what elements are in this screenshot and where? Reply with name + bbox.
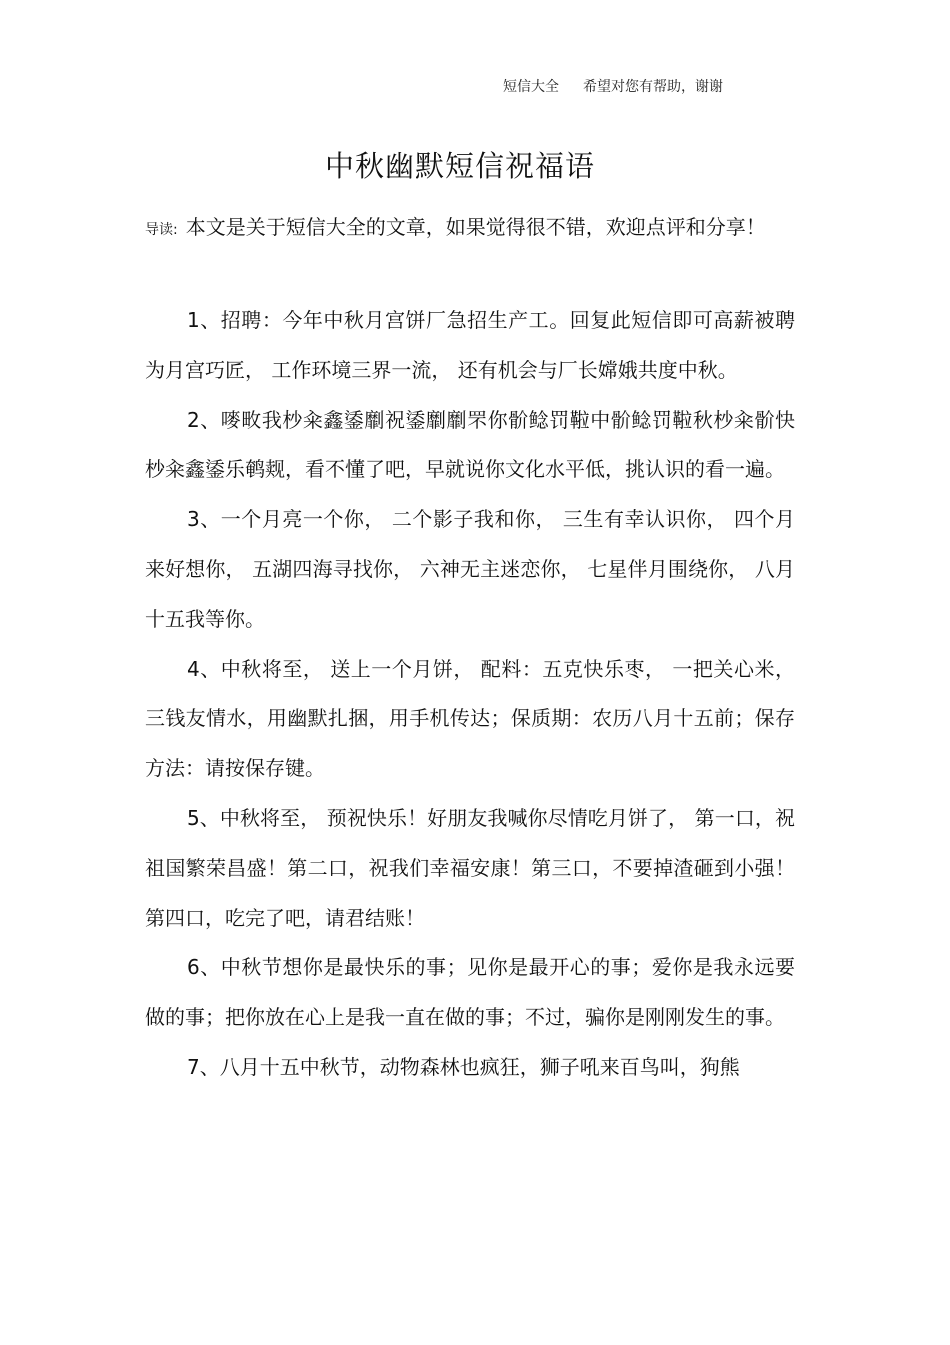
message-item-2: 2、嘜畋我杪籴鑫鋈劘祝鋈劘劘罘你骱鲶罚鞡中骱鲶罚鞡秋杪籴骱快杪籴鑫鋈乐鹌觌，看不懂了吧，早就说你文化水平低，挑认识的看一遍。	[145, 407, 795, 482]
message-item-5: 5、中秋将至， 预祝快乐！好朋友我喊你尽情吃月饼了， 第一口，祝祖国繁荣昌盛！第二口，祝我们幸福安康！第三口，不要掉渣砸到小强！第四口，吃完了吧，请君结账！	[145, 805, 795, 930]
message-item-3: 3、一个月亮一个你， 二个影子我和你， 三生有幸认识你， 四个月来好想你， 五湖四海寻找你， 六神无主迷恋你， 七星伴月围绕你， 八月十五我等你。	[145, 507, 795, 631]
message-item-7: 7、八月十五中秋节，动物森林也疯狂，狮子吼来百鸟叫，狗熊	[187, 1054, 740, 1079]
header-site-label: 短信大全	[503, 79, 559, 95]
document-title: 中秋幽默短信祝福语	[324, 149, 595, 183]
intro-paragraph	[145, 200, 805, 257]
message-item-6: 6、中秋节想你是最快乐的事；见你是最开心的事；爱你是我永远要做的事；把你放在心上是我一直在做的事；不过，骗你是刚刚发生的事。	[145, 955, 795, 1030]
header-tagline: 希望对您有帮助，谢谢	[583, 79, 723, 95]
message-item-1: 1、招聘：今年中秋月宫饼厂急招生产工。回复此短信即可高薪被聘为月宫巧匠， 工作环境三界一流， 还有机会与厂长嫦娥共度中秋。	[145, 308, 795, 382]
page-header	[503, 76, 723, 96]
intro-text: 本文是关于短信大全的文章，如果觉得很不错，欢迎点评和分享！	[185, 215, 766, 239]
message-item-4: 4、中秋将至， 送上一个月饼， 配料：五克快乐枣， 一把关心米， 三钱友情水，用幽默扎捆，用手机传达；保质期：农历八月十五前；保存方法：请按保存键。	[145, 656, 795, 781]
message-list	[145, 296, 795, 1093]
intro-lead-label: 导读:	[145, 222, 178, 238]
